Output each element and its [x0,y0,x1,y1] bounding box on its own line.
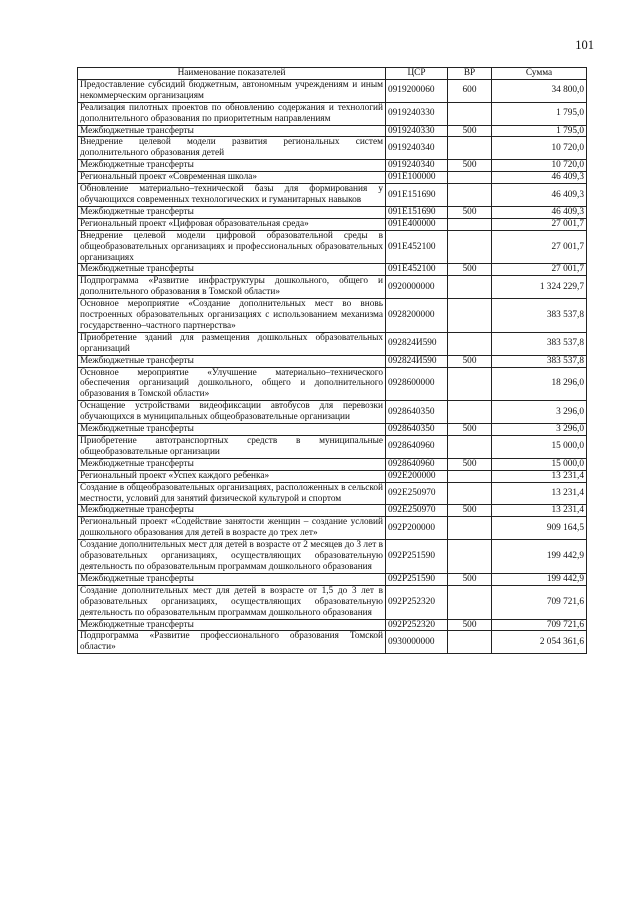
table-row [78,470,587,482]
row-vr [448,470,492,482]
row-vr: 500 [448,264,492,276]
table-row [78,436,587,459]
row-sum: 46 409,3 [492,206,587,218]
row-sum: 13 231,4 [492,482,587,505]
row-sum: 1 795,0 [492,102,587,125]
row-vr [448,276,492,299]
row-code: 091E452100 [386,264,448,276]
row-name: Приобретение автотранспортных средств в муниципальные общеобразовательные организации [78,436,386,459]
row-sum: 10 720,0 [492,160,587,172]
row-sum: 2 054 361,6 [492,631,587,654]
row-vr: 500 [448,355,492,367]
table-row [78,631,587,654]
row-name: Подпрограмма «Развитие инфраструктуры дошкольного, общего и дополнительного образования в Томской области» [78,276,386,299]
row-sum: 46 409,3 [492,172,587,184]
row-sum: 15 000,0 [492,458,587,470]
row-code: 0919240330 [386,102,448,125]
row-vr: 500 [448,125,492,137]
row-name: Межбюджетные трансферты [78,160,386,172]
row-sum: 1 324 229,7 [492,276,587,299]
row-code: 092E200000 [386,470,448,482]
row-code: 092P252320 [386,585,448,619]
row-vr [448,401,492,424]
row-code: 092E250970 [386,505,448,517]
header-vr: ВР [448,68,492,80]
row-name: Региональный проект «Цифровая образовательная среда» [78,218,386,230]
row-name: Межбюджетные трансферты [78,355,386,367]
row-vr [448,367,492,401]
row-name: Внедрение целевой модели цифровой образовательной среды в общеобразовательных организациях и профессиональных образовательных организациях [78,230,386,264]
table-row [78,160,587,172]
row-code: 0928640350 [386,401,448,424]
table-header-row [78,68,587,80]
row-name: Межбюджетные трансферты [78,125,386,137]
row-name: Основное мероприятие «Улучшение материально–технического обеспечения организаций дошкольного, общего и дополнительного образования в Томской области» [78,367,386,401]
row-code: 092824И590 [386,332,448,355]
row-name: Региональный проект «Современная школа» [78,172,386,184]
table-row [78,585,587,619]
table-row [78,276,587,299]
row-code: 0919240330 [386,125,448,137]
table-row [78,332,587,355]
row-vr [448,230,492,264]
row-vr [448,218,492,230]
row-vr: 500 [448,458,492,470]
row-sum: 3 296,0 [492,401,587,424]
row-vr: 600 [448,79,492,102]
row-sum: 709 721,6 [492,619,587,631]
table-row [78,230,587,264]
row-code: 0928640350 [386,424,448,436]
table-row [78,137,587,160]
page-number: 101 [575,38,594,52]
table-row [78,367,587,401]
row-vr [448,299,492,333]
row-sum: 27 001,7 [492,218,587,230]
row-sum: 199 442,9 [492,573,587,585]
row-code: 092E250970 [386,482,448,505]
table-row [78,125,587,137]
row-name: Региональный проект «Содействие занятости женщин – создание условий дошкольного образования для детей в возрасте до трех лет» [78,517,386,540]
table-row [78,505,587,517]
table-row [78,299,587,333]
row-code: 091E400000 [386,218,448,230]
row-vr: 500 [448,619,492,631]
row-sum: 15 000,0 [492,436,587,459]
row-vr [448,184,492,207]
row-code: 0928200000 [386,299,448,333]
table-row [78,517,587,540]
row-vr [448,482,492,505]
row-code: 0919200060 [386,79,448,102]
row-vr: 500 [448,160,492,172]
row-sum: 13 231,4 [492,505,587,517]
header-name: Наименование показателей [78,68,386,80]
row-name: Основное мероприятие «Создание дополнительных мест во вновь построенных образовательных организациях с использованием механизма государственно–частного партнерства» [78,299,386,333]
header-code: ЦСР [386,68,448,80]
row-code: 0930000000 [386,631,448,654]
row-code: 092P200000 [386,517,448,540]
row-name: Межбюджетные трансферты [78,264,386,276]
row-vr [448,540,492,574]
table-row [78,184,587,207]
table-row [78,172,587,184]
row-name: Внедрение целевой модели развития региональных систем дополнительного образования детей [78,137,386,160]
row-vr [448,517,492,540]
row-code: 091E452100 [386,230,448,264]
row-code: 092824И590 [386,355,448,367]
row-code: 091E151690 [386,206,448,218]
row-vr [448,436,492,459]
row-vr [448,585,492,619]
row-code: 092P251590 [386,540,448,574]
header-sum: Сумма [492,68,587,80]
row-code: 091E100000 [386,172,448,184]
row-sum: 383 537,8 [492,355,587,367]
table-row [78,206,587,218]
row-code: 0928640960 [386,458,448,470]
row-name: Подпрограмма «Развитие профессионального образования Томской области» [78,631,386,654]
row-name: Межбюджетные трансферты [78,573,386,585]
table-row [78,79,587,102]
budget-table [77,67,587,654]
row-code: 092P251590 [386,573,448,585]
table-row [78,218,587,230]
row-code: 0919240340 [386,137,448,160]
table-row [78,573,587,585]
row-sum: 383 537,8 [492,332,587,355]
row-sum: 10 720,0 [492,137,587,160]
row-name: Межбюджетные трансферты [78,424,386,436]
row-code: 0920000000 [386,276,448,299]
table-row [78,424,587,436]
row-name: Межбюджетные трансферты [78,619,386,631]
row-vr: 500 [448,206,492,218]
table-row [78,401,587,424]
table-row [78,482,587,505]
table-row [78,355,587,367]
row-sum: 18 296,0 [492,367,587,401]
row-name: Межбюджетные трансферты [78,505,386,517]
row-name: Предоставление субсидий бюджетным, автономным учреждениям и иным некоммерческим организациям [78,79,386,102]
row-sum: 709 721,6 [492,585,587,619]
row-name: Создание дополнительных мест для детей в возрасте от 2 месяцев до 3 лет в образовательных организациях, осуществляющих образовательную деятельность по образовательным программам дошкольного образования [78,540,386,574]
row-sum: 27 001,7 [492,230,587,264]
row-sum: 34 800,0 [492,79,587,102]
row-vr [448,137,492,160]
row-name: Оснащение устройствами видеофиксации автобусов для перевозки обучающихся в муниципальных общеобразовательные организации [78,401,386,424]
row-name: Реализация пилотных проектов по обновлению содержания и технологий дополнительного образования по приоритетным направлениям [78,102,386,125]
row-sum: 199 442,9 [492,540,587,574]
row-code: 091E151690 [386,184,448,207]
row-sum: 1 795,0 [492,125,587,137]
row-name: Межбюджетные трансферты [78,206,386,218]
table-body [78,79,587,653]
row-name: Создание дополнительных мест для детей в возрасте от 1,5 до 3 лет в образовательных организациях, осуществляющих образовательную деятельность по образовательным программам дошкольного образования [78,585,386,619]
row-vr [448,102,492,125]
row-sum: 13 231,4 [492,470,587,482]
row-name: Межбюджетные трансферты [78,458,386,470]
row-name: Приобретение зданий для размещения дошкольных образовательных организаций [78,332,386,355]
row-code: 0919240340 [386,160,448,172]
row-code: 0928640960 [386,436,448,459]
row-name: Обновление материально–технической базы для формирования у обучающихся современных технологических и гуманитарных навыков [78,184,386,207]
table-row [78,540,587,574]
row-vr: 500 [448,424,492,436]
table-row [78,458,587,470]
row-name: Региональный проект «Успех каждого ребенка» [78,470,386,482]
table-row [78,102,587,125]
row-vr: 500 [448,505,492,517]
table-row [78,264,587,276]
row-code: 0928600000 [386,367,448,401]
row-sum: 909 164,5 [492,517,587,540]
row-sum: 3 296,0 [492,424,587,436]
table-row [78,619,587,631]
row-vr: 500 [448,573,492,585]
row-sum: 383 537,8 [492,299,587,333]
row-name: Создание в общеобразовательных организациях, расположенных в сельской местности, условий для занятий физической культурой и спортом [78,482,386,505]
row-vr [448,631,492,654]
row-sum: 46 409,3 [492,184,587,207]
row-vr [448,332,492,355]
row-code: 092P252320 [386,619,448,631]
row-sum: 27 001,7 [492,264,587,276]
row-vr [448,172,492,184]
